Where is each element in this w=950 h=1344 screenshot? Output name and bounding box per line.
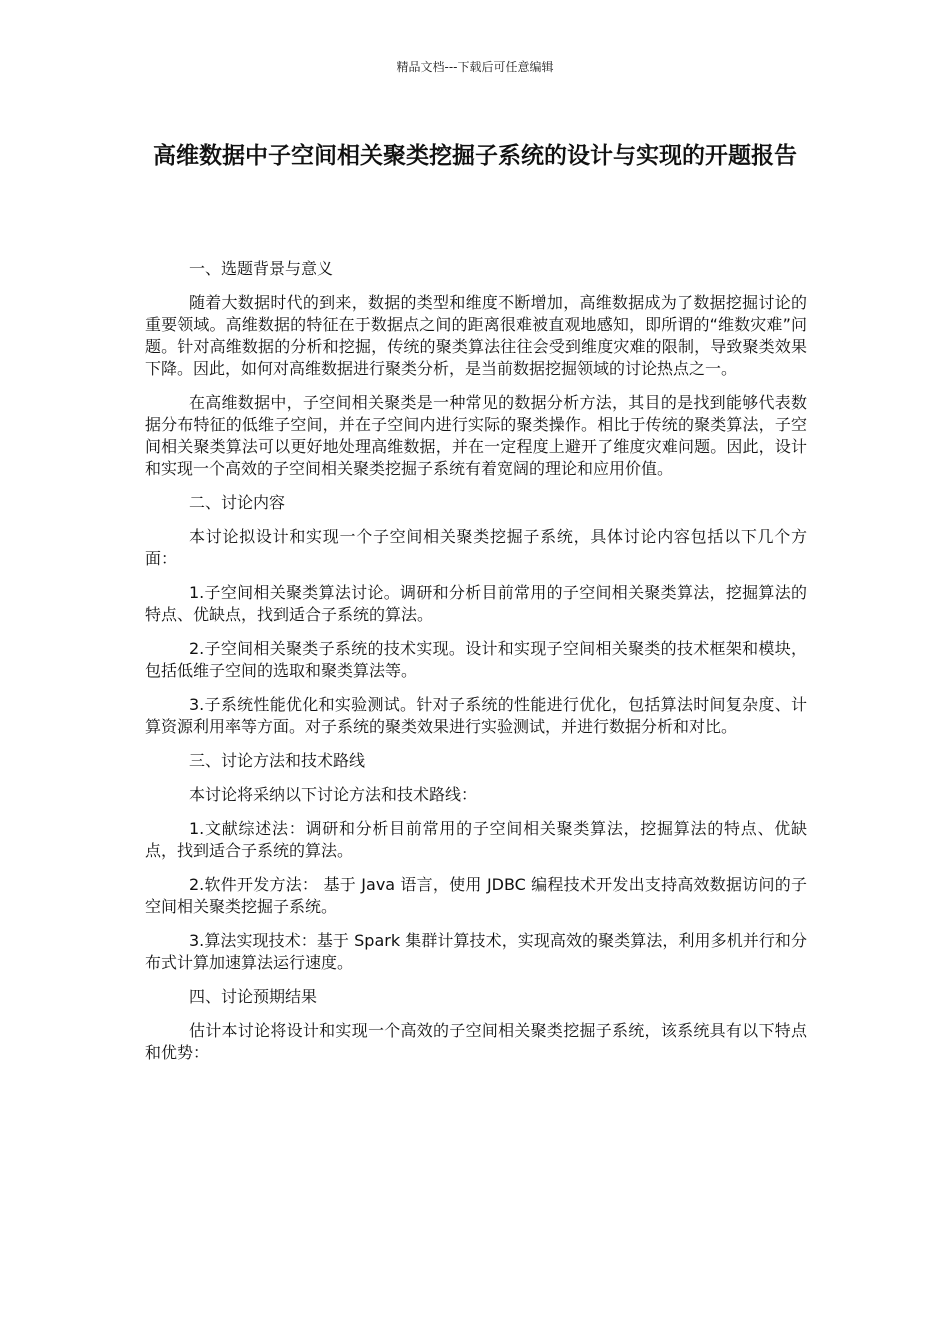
paragraph-content-intro: 本讨论拟设计和实现一个子空间相关聚类挖掘子系统，具体讨论内容包括以下几个方面： (145, 527, 807, 568)
document-title: 高维数据中子空间相关聚类挖掘子系统的设计与实现的开题报告 (153, 143, 797, 169)
paragraph-background-1: 随着大数据时代的到来，数据的类型和维度不断增加，高维数据成为了数据挖掘讨论的重要领域。高维数据的特征在于数据点之间的距离很难被直观地感知，即所谓的“维数灾难”问题。针对高维数据的分析和挖掘，传统的聚类算法往往会受到维度灾难的限制，导致聚类效果下降。因此，如何对高维数据进行聚类分析，是当前数据挖掘领域的讨论热点之一。 (145, 293, 807, 378)
paragraph-results: 估计本讨论将设计和实现一个高效的子空间相关聚类挖掘子系统，该系统具有以下特点和优势： (145, 1021, 807, 1062)
list-item-methods-2: 2.软件开发方法： 基于 Java 语言，使用 JDBC 编程技术开发出支持高效数据访问的子空间相关聚类挖掘子系统。 (145, 875, 807, 916)
list-item-content-1: 1.子空间相关聚类算法讨论。调研和分析目前常用的子空间相关聚类算法，挖掘算法的特点、优缺点，找到适合子系统的算法。 (145, 583, 807, 624)
section-heading-content: 二、讨论内容 (189, 493, 286, 512)
list-item-content-2: 2.子空间相关聚类子系统的技术实现。设计和实现子空间相关聚类的技术框架和模块，包括低维子空间的选取和聚类算法等。 (145, 639, 807, 680)
section-heading-results: 四、讨论预期结果 (189, 987, 318, 1006)
list-item-content-3: 3.子系统性能优化和实验测试。针对子系统的性能进行优化，包括算法时间复杂度、计算资源利用率等方面。对子系统的聚类效果进行实验测试，并进行数据分析和对比。 (145, 695, 807, 736)
section-heading-methods: 三、讨论方法和技术路线 (189, 751, 366, 770)
paragraph-methods-intro: 本讨论将采纳以下讨论方法和技术路线： (189, 785, 478, 804)
paragraph-background-2: 在高维数据中，子空间相关聚类是一种常见的数据分析方法，其目的是找到能够代表数据分布特征的低维子空间，并在子空间内进行实际的聚类操作。相比于传统的聚类算法，子空间相关聚类算法可以更好地处理高维数据，并在一定程度上避开了维度灾难问题。因此，设计和实现一个高效的子空间相关聚类挖掘子系统有着宽阔的理论和应用价值。 (145, 393, 807, 478)
section-heading-background: 一、选题背景与意义 (189, 259, 334, 278)
list-item-methods-1: 1.文献综述法：调研和分析目前常用的子空间相关聚类算法，挖掘算法的特点、优缺点，找到适合子系统的算法。 (145, 819, 807, 860)
page-header-note: 精品文档---下载后可任意编辑 (396, 60, 554, 74)
list-item-methods-3: 3.算法实现技术：基于 Spark 集群计算技术，实现高效的聚类算法，利用多机并行和分布式计算加速算法运行速度。 (145, 931, 807, 972)
document-body (145, 258, 807, 1076)
